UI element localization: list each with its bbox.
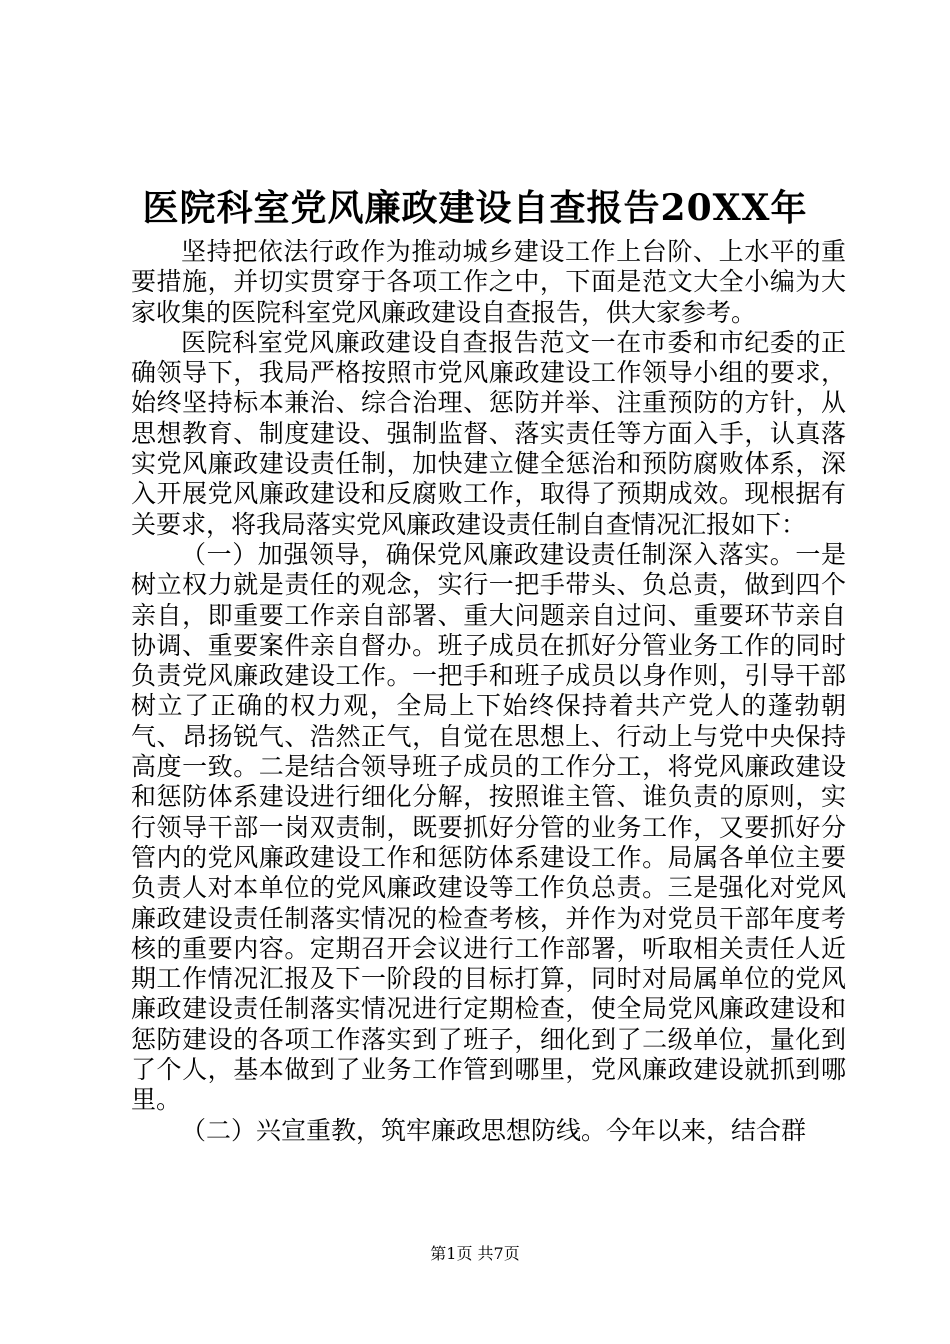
document-body — [131, 237, 846, 1146]
page-number-footer: 第1页 共7页 — [430, 1244, 520, 1263]
paragraph-section-two: （二）兴宣重教，筑牢廉政思想防线。今年以来，结合群 — [181, 1115, 807, 1145]
document-title: 医院科室党风廉政建设自查报告20XX年 — [142, 187, 808, 229]
paragraph-section-one: （一）加强领导，确保党风廉政建设责任制深入落实。一是树立权力就是责任的观念，实行一把手带头、负总责，做到四个亲自，即重要工作亲自部署、重大问题亲自过问、重要环节亲自协调、重要案件亲自督办。班子成员在抓好分管业务工作的同时负责党风廉政建设工作。一把手和班子成员以身作则，引导干部树立了正确的权力观，全局上下始终保持着共产党人的蓬勃朝气、昂扬锐气、浩然正气，自觉在思想上、行动上与党中央保持高度一致。二是结合领导班子成员的工作分工，将党风廉政建设和惩防体系建设进行细化分解，按照谁主管、谁负责的原则，实行领导干部一岗双责制，既要抓好分管的业务工作，又要抓好分管内的党风廉政建设工作和惩防体系建设工作。局属各单位主要负责人对本单位的党风廉政建设等工作负总责。三是强化对党风廉政建设责任制落实情况的检查考核，并作为对党员干部年度考核的重要内容。定期召开会议进行工作部署，听取相关责任人近期工作情况汇报及下一阶段的目标打算，同时对局属单位的党风廉政建设责任制落实情况进行定期检查，使全局党风廉政建设和惩防建设的各项工作落实到了班子，细化到了二级单位，量化到了个人，基本做到了业务工作管到哪里，党风廉政建设就抓到哪里。 — [131, 539, 846, 1115]
paragraph-intro: 坚持把依法行政作为推动城乡建设工作上台阶、上水平的重要措施，并切实贯穿于各项工作之中，下面是范文大全小编为大家收集的医院科室党风廉政建设自查报告，供大家参考。 — [131, 237, 846, 327]
paragraph-sample-one: 医院科室党风廉政建设自查报告范文一在市委和市纪委的正确领导下，我局严格按照市党风廉政建设工作领导小组的要求，始终坚持标本兼治、综合治理、惩防并举、注重预防的方针，从思想教育、制度建设、强制监督、落实责任等方面入手，认真落实党风廉政建设责任制，加快建立健全惩治和预防腐败体系，深入开展党风廉政建设和反腐败工作，取得了预期成效。现根据有关要求，将我局落实党风廉政建设责任制自查情况汇报如下： — [131, 327, 846, 539]
